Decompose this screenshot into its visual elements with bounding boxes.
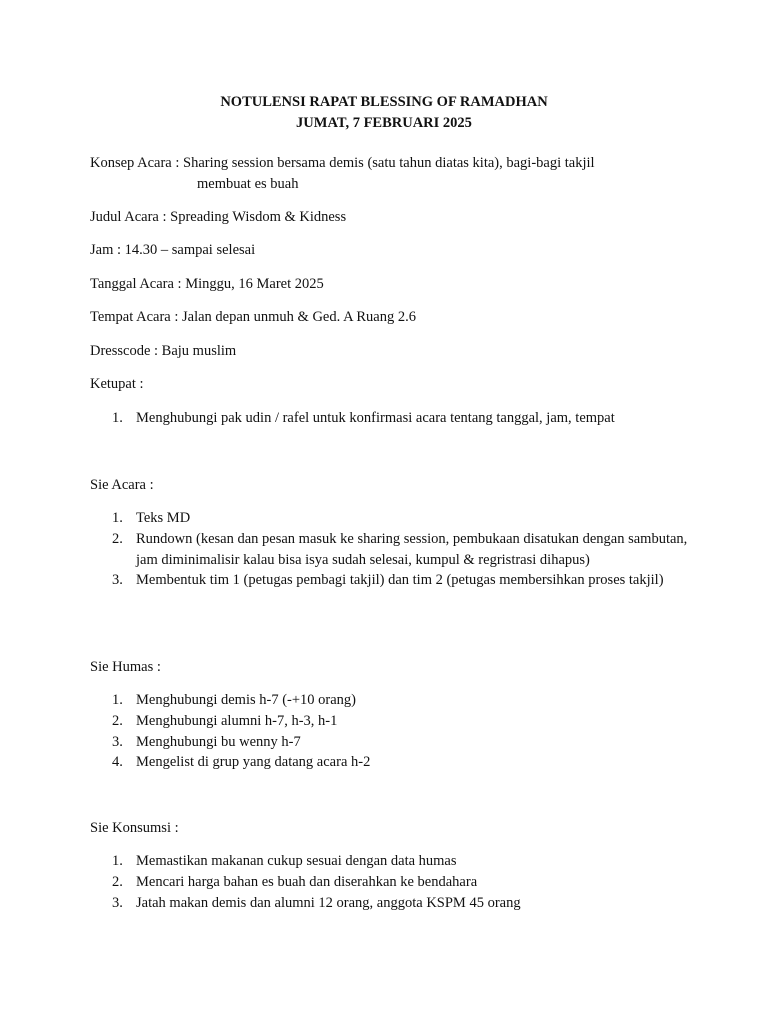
list-number: 1.: [112, 510, 123, 526]
tempat-acara: Tempat Acara : Jalan depan unmuh & Ged. A Ruang 2.6: [90, 309, 416, 325]
list-number: 2.: [112, 530, 123, 547]
list-item: [90, 732, 690, 753]
list-item: [90, 872, 690, 893]
list-text: Menghubungi pak udin / rafel untuk konfirmasi acara tentang tanggal, jam, tempat: [136, 410, 615, 426]
list-text: Jatah makan demis dan alumni 12 orang, anggota KSPM 45 orang: [136, 894, 521, 911]
document-title-line-1: NOTULENSI RAPAT BLESSING OF RAMADHAN: [220, 94, 548, 110]
list-text: Menghubungi demis h-7 (-+10 orang): [136, 692, 356, 708]
list-item: [90, 752, 690, 773]
list-item: [90, 893, 690, 914]
jam-acara: Jam : 14.30 – sampai selesai: [90, 242, 256, 258]
document-title-line-2: JUMAT, 7 FEBRUARI 2025: [296, 115, 472, 131]
list-number: 3.: [112, 733, 123, 750]
list-text: Rundown (kesan dan pesan masuk ke sharing session, pembukaan disatukan dengan sambutan, jam diminimalisir kalau bisa isya sudah selesai, kumpul & regristrasi dihapus): [136, 530, 688, 568]
sie-konsumsi-heading: Sie Konsumsi :: [90, 820, 179, 836]
list-text: Menghubungi bu wenny h-7: [136, 733, 301, 750]
list-number: 1.: [112, 853, 123, 869]
sie-acara-heading: Sie Acara :: [90, 477, 154, 493]
list-number: 2.: [112, 873, 123, 890]
list-number: 4.: [112, 754, 123, 771]
judul-acara: Judul Acara : Spreading Wisdom & Kidness: [90, 209, 347, 225]
list-number: 1.: [112, 692, 123, 708]
list-number: 3.: [112, 894, 123, 911]
list-item: [90, 851, 690, 872]
ketupat-heading: Ketupat :: [90, 376, 144, 392]
list-item: [90, 690, 690, 711]
list-text: Membentuk tim 1 (petugas pembagi takjil) dan tim 2 (petugas membersihkan proses takjil): [136, 572, 664, 589]
sie-konsumsi-list: [90, 851, 690, 913]
list-text: Memastikan makanan cukup sesuai dengan data humas: [136, 853, 457, 869]
sie-acara-list: [90, 508, 690, 591]
list-text: Mengelist di grup yang datang acara h-2: [136, 754, 371, 771]
dresscode: Dresscode : Baju muslim: [90, 343, 237, 359]
tanggal-acara: Tanggal Acara : Minggu, 16 Maret 2025: [90, 276, 324, 292]
konsep-acara: Konsep Acara : Sharing session bersama demis (satu tahun diatas kita), bagi-bagi takjil: [90, 155, 595, 171]
ketupat-list: [90, 408, 690, 429]
list-number: 2.: [112, 712, 123, 729]
list-text: Menghubungi alumni h-7, h-3, h-1: [136, 712, 338, 729]
list-item: [90, 408, 690, 429]
sie-humas-list: [90, 690, 690, 773]
list-item: [90, 508, 690, 529]
sie-humas-heading: Sie Humas :: [90, 659, 161, 675]
list-item: [90, 529, 690, 571]
list-item: [90, 711, 690, 732]
list-number: 1.: [112, 410, 123, 426]
list-number: 3.: [112, 572, 123, 589]
konsep-acara-continuation: membuat es buah: [197, 176, 299, 192]
list-item: [90, 570, 690, 591]
list-text: Mencari harga bahan es buah dan diserahkan ke bendahara: [136, 873, 478, 890]
list-text: Teks MD: [136, 510, 191, 526]
